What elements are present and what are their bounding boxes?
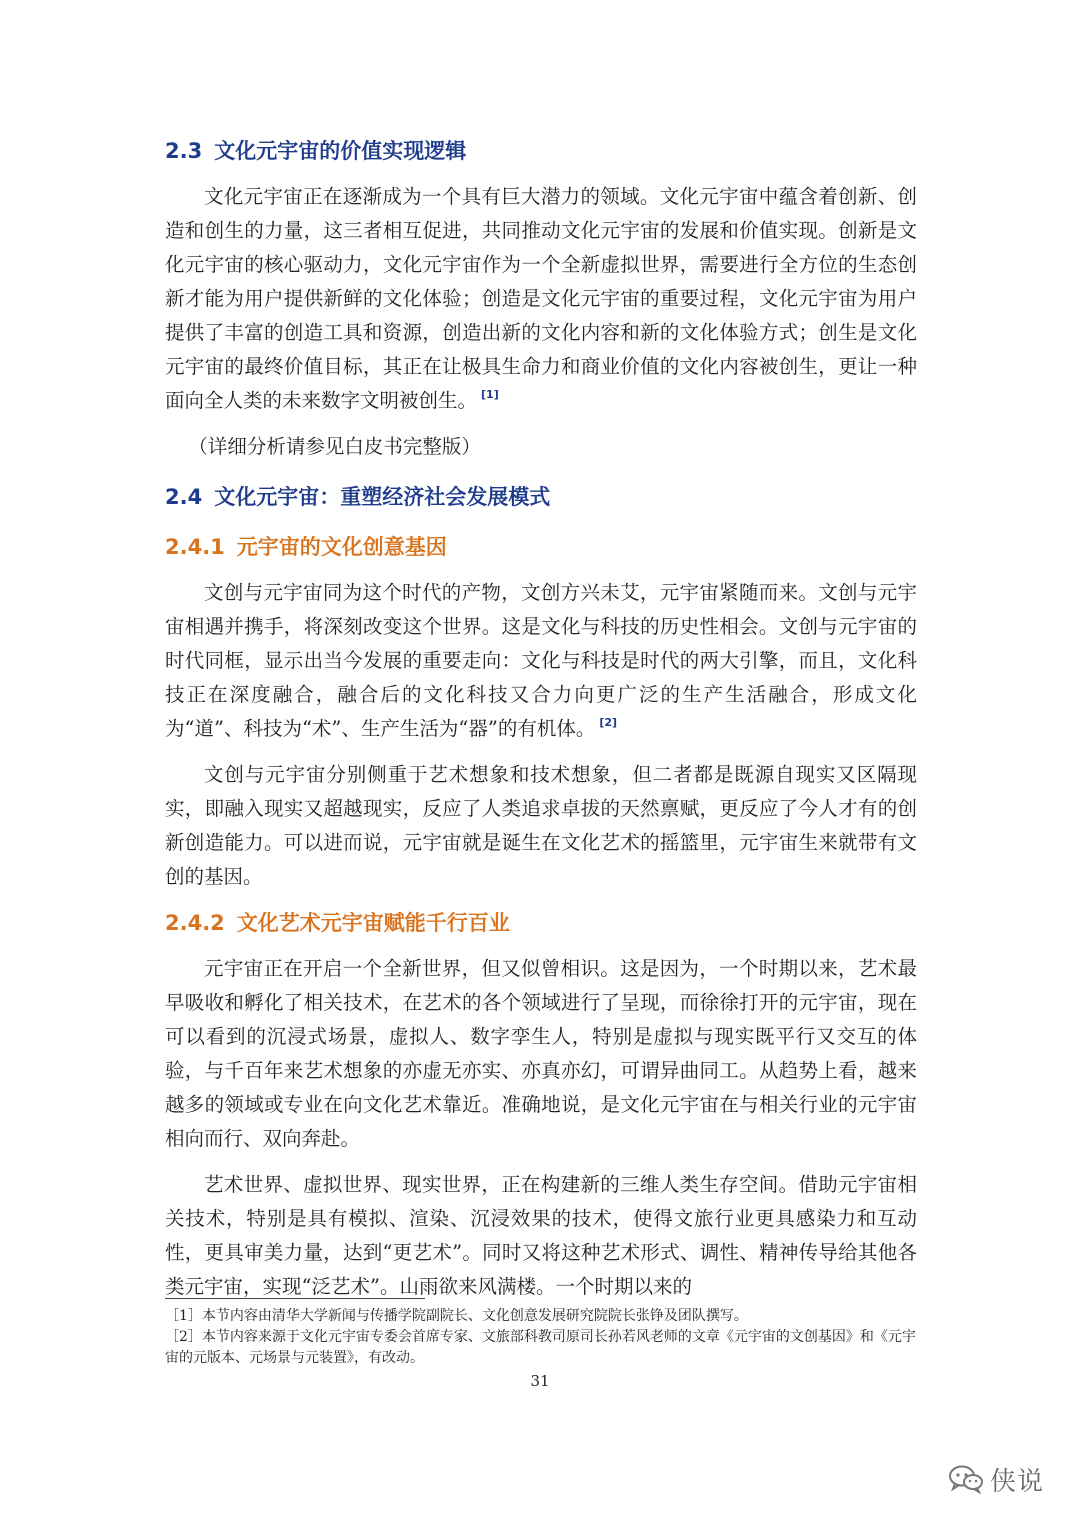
section-heading-2-3: [165, 134, 917, 168]
section-number: 2.4: [165, 485, 203, 509]
subsection-number: 2.4.2: [165, 911, 225, 935]
section-number: 2.3: [165, 139, 203, 163]
paragraph-text: 文创与元宇宙同为这个时代的产物，文创方兴未艾，元宇宙紧随而来。文创与元宇宙相遇并携手，将深刻改变这个世界。这是文化与科技的历史性相会。文创与元宇宙的时代同框，显示出当今发展的重要走向：文化与科技是时代的两大引擎，而且，文化科技正在深度融合，融合后的文化科技又合力向更广泛的生产生活融合，形成文化为“道”、科技为“术”、生产生活为“器”的有机体。: [165, 581, 917, 740]
subsection-number: 2.4.1: [165, 535, 225, 559]
page-number: 31: [530, 1372, 550, 1390]
subsection-heading-2-4-2: [165, 906, 917, 940]
section-title: 文化元宇宙：重塑经济社会发展模式: [214, 485, 551, 509]
paragraph: [165, 180, 917, 418]
paragraph-text: 文化元宇宙正在逐渐成为一个具有巨大潜力的领域。文化元宇宙中蕴含着创新、创造和创生的力量，这三者相互促进，共同推动文化元宇宙的发展和价值实现。创新是文化元宇宙的核心驱动力，文化元宇宙作为一个全新虚拟世界，需要进行全方位的生态创新才能为用户提供新鲜的文化体验；创造是文化元宇宙的重要过程，文化元宇宙为用户提供了丰富的创造工具和资源，创造出新的文化内容和新的文化体验方式；创生是文化元宇宙的最终价值目标，其正在让极具生命力和商业价值的文化内容被创生，更让一种面向全人类的未来数字文明被创生。: [165, 185, 917, 412]
footnote-divider: [165, 1298, 425, 1299]
paragraph: 元宇宙正在开启一个全新世界，但又似曾相识。这是因为，一个时期以来，艺术最早吸收和孵化了相关技术，在艺术的各个领域进行了呈现，而徐徐打开的元宇宙，现在可以看到的沉浸式场景，虚拟人、数字孪生人，特别是虚拟与现实既平行又交互的体验，与千百年来艺术想象的亦虚无亦实、亦真亦幻，可谓异曲同工。从趋势上看，越来越多的领域或专业在向文化艺术靠近。准确地说，是文化元宇宙在与相关行业的元宇宙相向而行、双向奔赴。: [165, 957, 917, 1150]
section-title: 文化元宇宙的价值实现逻辑: [214, 139, 467, 163]
note-text: （详细分析请参见白皮书完整版）: [188, 435, 481, 458]
subsection-heading-2-4-1: [165, 530, 917, 564]
subsection-title: 文化艺术元宇宙赋能千行百业: [236, 911, 510, 935]
footnote-ref-1: [1]: [481, 388, 499, 401]
main-content: [165, 134, 917, 1304]
watermark-text: 侠说: [990, 1466, 1045, 1497]
footnote-ref-2: [2]: [599, 716, 618, 729]
footnote-1: ［1］本节内容由清华大学新闻与传播学院副院长、文化创意发展研究院院长张铮及团队撰写。: [165, 1308, 748, 1324]
paragraph: [165, 576, 917, 746]
paragraph: 文创与元宇宙分别侧重于艺术想象和技术想象，但二者都是既源自现实又区隔现实，即融入现实又超越现实，反应了人类追求卓拔的天然禀赋，更反应了今人才有的创新创造能力。可以进而说，元宇宙就是诞生在文化艺术的摇篮里，元宇宙生来就带有文创的基因。: [165, 763, 917, 888]
wechat-icon: [948, 1464, 984, 1494]
paragraph: 艺术世界、虚拟世界、现实世界，正在构建新的三维人类生存空间。借助元宇宙相关技术，特别是具有模拟、渲染、沉浸效果的技术，使得文旅行业更具感染力和互动性，更具审美力量，达到“更艺术”。同时又将这种艺术形式、调性、精神传导给其他各类元宇宙，实现“泛艺术”。山雨欲来风满楼。一个时期以来的: [165, 1173, 917, 1298]
footnote-2: ［2］本节内容来源于文化元宇宙专委会首席专家、文旅部科教司原司长孙若风老师的文章《元宇宙的文创基因》和《元宇宙的元版本、元场景与元装置》，有改动。: [165, 1329, 916, 1366]
footnotes: [165, 1306, 917, 1369]
subsection-title: 元宇宙的文化创意基因: [236, 535, 447, 559]
section-heading-2-4: [165, 480, 917, 514]
watermark: [948, 1457, 1044, 1501]
